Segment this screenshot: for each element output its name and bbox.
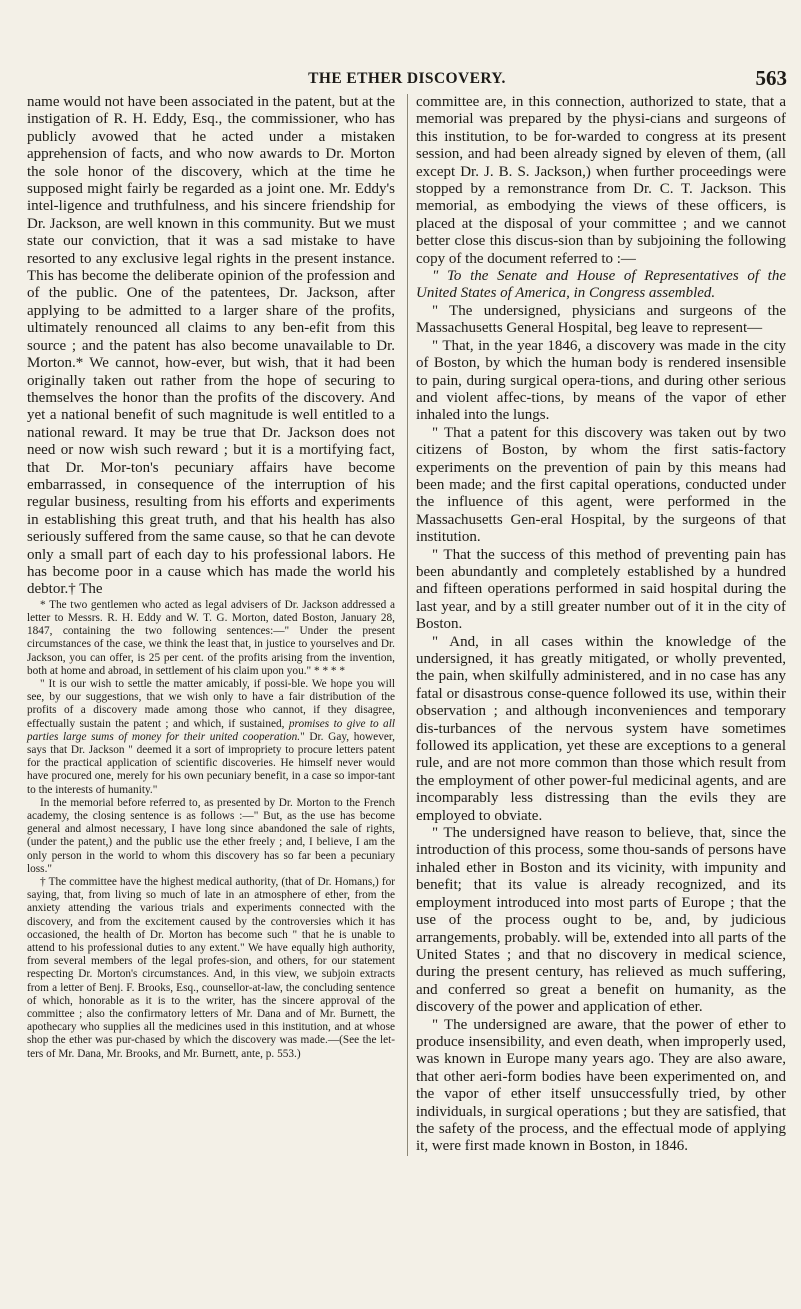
running-title: THE ETHER DISCOVERY. [308,70,506,87]
right-column [407,94,786,1156]
memorial-paragraph-3: " That a patent for this discovery was taken out by two citizens of Boston, by whom the first satis-factory experiments on the prevention of pain by this means had been made; and the first capital operations, conducted under the influence of this agent, were performed in the Massachusetts Gen-eral Hospital, by the surgeons of that institution. [416,424,786,546]
running-head [27,0,787,90]
footnote-text: " It is our wish to settle the matter amicably, if possi-ble. We hope you will see, by our suggestions, that we wish only to have a fair distribution of the profits of a discovery made among those who cannot, if they disagree, effectually sustain the patent ; and which, if sustained, [27,678,395,730]
memorial-paragraph-2: " That, in the year 1846, a discovery was made in the city of Boston, by which the human body is rendered insensible to pain, during surgical opera-tions, and during other serious and violent affec-tions, by means of the vapor of ether inhaled into the lungs. [416,337,786,424]
right-paragraph-1: committee are, in this connection, authorized to state, that a memorial was prepared by the physi-cians and surgeons of this institution, to be for-warded to congress at its present session, and had been already signed by eleven of them, (all except Dr. J. B. S. Jackson,) when further proceedings were stopped by a remonstrance from Dr. C. T. Jackson. This memorial, as embodying the views of these officers, is placed at the disposal of your committee ; and we cannot better close this discus-sion than by subjoining the following copy of the document referred to :— [416,94,786,267]
memorial-address: " To the Senate and House of Representatives of the United States of America, in Congress assembled. [416,268,786,302]
page-number: 563 [755,66,787,90]
footnote-memorial: In the memorial before referred to, as presented by Dr. Morton to the French academy, the closing sentence is as follows :—" But, as the use has become general and almost necessary, I have long since abandoned the sale of rights, (under the patent,) and the public use the ether freely ; and, I believe, I am the only person in the world to whom this discovery has so far been a pecuniary loss." [27,796,395,875]
memorial-paragraph-4: " That the success of this method of preventing pain has been abundantly and completely established by a hundred and fifteen operations performed in said hospital during the last year, and by a still greater number out of it in the city of Boston. [416,546,786,633]
memorial-paragraph-5: " And, in all cases within the knowledge of the undersigned, it has greatly mitigated, or wholly prevented, the pain, when skilfully administered, and in no case has any fatal or disastrous conse-quence followed its use, within their observation ; and although inconveniences and temporary dis-turbances of the nervous system have sometimes followed its application, yet these are exceptions to a general rule, and are not more common than those which result from the employment of other power-ful medicinal agents, and are incomparably less distressing than the evils they are employed to obviate. [416,633,786,824]
left-column [27,94,395,1156]
footnote-emphasis: promises to give to all parties large sums of money for their united cooperation. [27,717,395,743]
memorial-paragraph-7: " The undersigned are aware, that the power of ether to produce insensibility, and even death, when improperly used, was known in Europe many years ago. They are also aware, that other aeri-form bodies have been experimented on, and the vapor of ether itself unsuccessfully tried, by other individuals, in surgical operations ; but they are satisfied, that the safety of the process, and the effectual mode of applying it, were first made known in Boston, in 1846. [416,1016,786,1155]
memorial-paragraph-6: " The undersigned have reason to believe, that, since the introduction of this process, some thou-sands of persons have inhaled ether in Boston and its vicinity, with impunity and benefit; that its value is already recognized, and its employment introduced into most parts of Europe ; that the use of the process ought to be, and, by judicious arrangements, probably. will be, extended into all parts of the United States ; and that no discovery in medical science, during the present century, has relieved as much suffering, and conferred so great a benefit on humanity, as the discovery of the power and application of ether. [416,825,786,1016]
footnote-text: " Dr. Gay, however, says that Dr. Jackson " deemed it a sort of impropriety to procure letters patent for the practical application of scientific discoveries. He himself never would have procured one, merely for his own pecuniary benefit, in a case so impor-tant to the interests of humanity." [27,730,395,796]
footnote-asterisk: * The two gentlemen who acted as legal advisers of Dr. Jackson addressed a letter to Messrs. R. H. Eddy and W. T. G. Morton, dated Boston, January 28, 1847, containing the two following sentences:—" Under the present circumstances of the case, we think the least that, in justice to yourselves and Dr. Jackson, you can offer, is 25 per cent. of the profits arising from the invention, both at home and abroad, in settlement of his claim upon you." * * * * [27,598,395,677]
text-columns [27,94,787,1156]
footnote-dagger: † The committee have the highest medical authority, (that of Dr. Homans,) for saying, that, from living so much of late in an atmosphere of ether, from the anxiety attending the various trials and experiments connected with the discovery, and from the excitement caused by the controversies which it has occasioned, the health of Dr. Morton has become such " that he is unable to attend to his professional duties to any extent." We have equally high authority, from several members of the legal profes-sion, and others, for our statement respecting Dr. Morton's circumstances. And, in this view, we subjoin extracts from a letter of Benj. F. Brooks, Esq., counsellor-at-law, the concluding sentence of which, honorable as it is to the writer, has the sincere approval of the committee ; also the confirmatory letters of Mr. Dana and of Mr. Burnett, the apothecary who supplies all the medicines used in this institution, and at whose shop the ether was pur-chased by which the discovery was made.—(See the let-ters of Mr. Dana, Mr. Brooks, and Mr. Burnett, ante, p. 553.) [27,876,395,1060]
footnotes [27,599,395,1061]
memorial-paragraph-1: " The undersigned, physicians and surgeons of the Massachusetts General Hospital, beg leave to represent— [416,302,786,337]
footnote-asterisk-continued [27,678,395,797]
left-body-paragraph: name would not have been associated in the patent, but at the instigation of R. H. Eddy, Esq., the commissioner, who has publicly avowed that he acted under a mistaken apprehension of facts, and who now awards to Dr. Morton the sole honor of the discovery, which at the time he supposed might fairly be regarded as a joint one. Mr. Eddy's intel-ligence and truthfulness, and his sincere friendship for Dr. Jackson, are well known in this community. But we must state our conviction, that it was a sad mistake to have resorted to any exclusive legal rights in the present instance. This has become the deliberate opinion of the profession and of the public. One of the patentees, Dr. Jackson, after applying to be admitted to a larger share of the profits, ultimately renounced all claims to any ben-efit from this source ; and the patent has also become unavailable to Dr. Morton.* We cannot, how-ever, but wish, that it had been originally taken out rather from the hope of securing to themselves the honor than the profits of the discovery. And yet a national benefit of such magnitude is well entitled to a national reward. It may be true that Dr. Jackson does not need or now wish such reward ; but it is a mortifying fact, that Dr. Mor-ton's pecuniary affairs have become embarrassed, in consequence of the interruption of his regular business, resulting from his efforts and experiments in establishing this great truth, and that his health has also seriously suffered from the same cause, so that he can devote only a small part of each day to his professional labors. He has become poor in a cause which has made the world his debtor.† The [27,94,395,598]
